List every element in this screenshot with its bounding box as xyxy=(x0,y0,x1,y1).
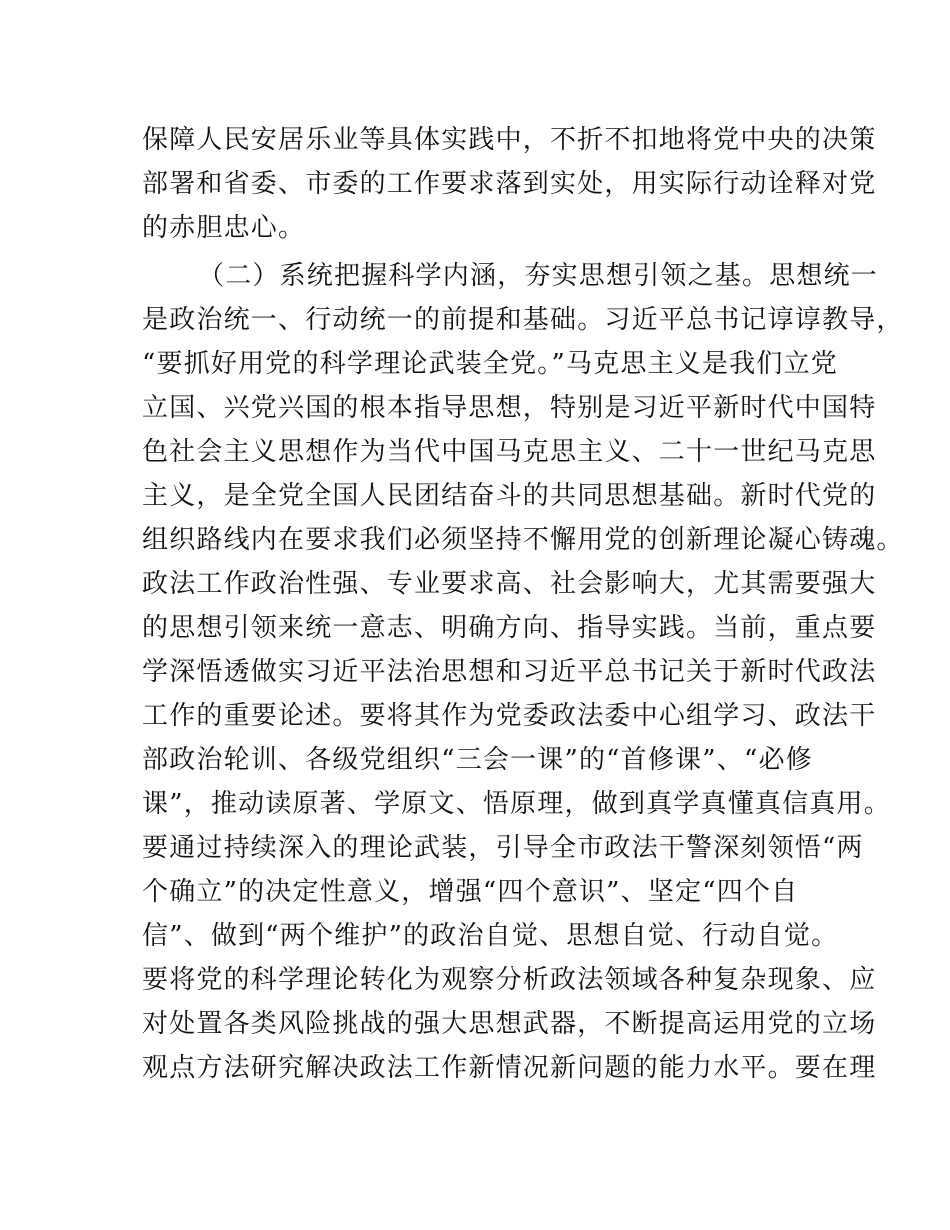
text-line: 学深悟透做实习近平法治思想和习近平总书记关于新时代政法 xyxy=(142,657,877,687)
text-line: 信”、做到“两个维护”的政治自觉、思想自觉、行动自觉。 xyxy=(142,921,839,951)
text-line: 对处置各类风险挑战的强大思想武器，不断提高运用党的立场 xyxy=(142,1009,877,1039)
text-line: 色社会主义思想作为当代中国马克思主义、二十一世纪马克思 xyxy=(142,437,877,467)
text-line: 部署和省委、市委的工作要求落到实处，用实际行动诠释对党 xyxy=(142,169,877,199)
text-line: 政法工作政治性强、专业要求高、社会影响大，尤其需要强大 xyxy=(142,569,877,599)
text-line: 组织路线内在要求我们必须坚持不懈用党的创新理论凝心铸魂。 xyxy=(142,525,904,555)
text-line: 课”，推动读原著、学原文、悟原理，做到真学真懂真信真用。 xyxy=(142,789,891,819)
section-heading-line: （二）系统把握科学内涵，夯实思想引领之基。思想统一 xyxy=(198,261,879,291)
text-line: 要将党的科学理论转化为观察分析政法领域各种复杂现象、应 xyxy=(142,965,877,995)
text-line: 的赤胆忠心。 xyxy=(142,213,306,243)
text-line: 要通过持续深入的理论武装，引导全市政法干警深刻领悟“两 xyxy=(142,833,864,863)
text-line: “要抓好用党的科学理论武装全党。”马克思主义是我们立党 xyxy=(142,349,838,379)
text-line: 保障人民安居乐业等具体实践中，不折不扣地将党中央的决策 xyxy=(142,125,877,155)
text-line: 个确立”的决定性意义，增强“四个意识”、坚定“四个自 xyxy=(142,877,799,907)
text-line: 主义，是全党全国人民团结奋斗的共同思想基础。新时代党的 xyxy=(142,481,877,511)
text-line: 工作的重要论述。要将其作为党委政法委中心组学习、政法干 xyxy=(142,701,877,731)
text-line: 观点方法研究解决政法工作新情况新问题的能力水平。要在理 xyxy=(142,1053,877,1083)
text-line: 部政治轮训、各级党组织“三会一课”的“首修课”、“必修 xyxy=(142,745,813,775)
text-line: 是政治统一、行动统一的前提和基础。习近平总书记谆谆教导， xyxy=(142,305,904,335)
text-line: 立国、兴党兴国的根本指导思想，特别是习近平新时代中国特 xyxy=(142,393,877,423)
text-line: 的思想引领来统一意志、明确方向、指导实践。当前，重点要 xyxy=(142,613,877,643)
